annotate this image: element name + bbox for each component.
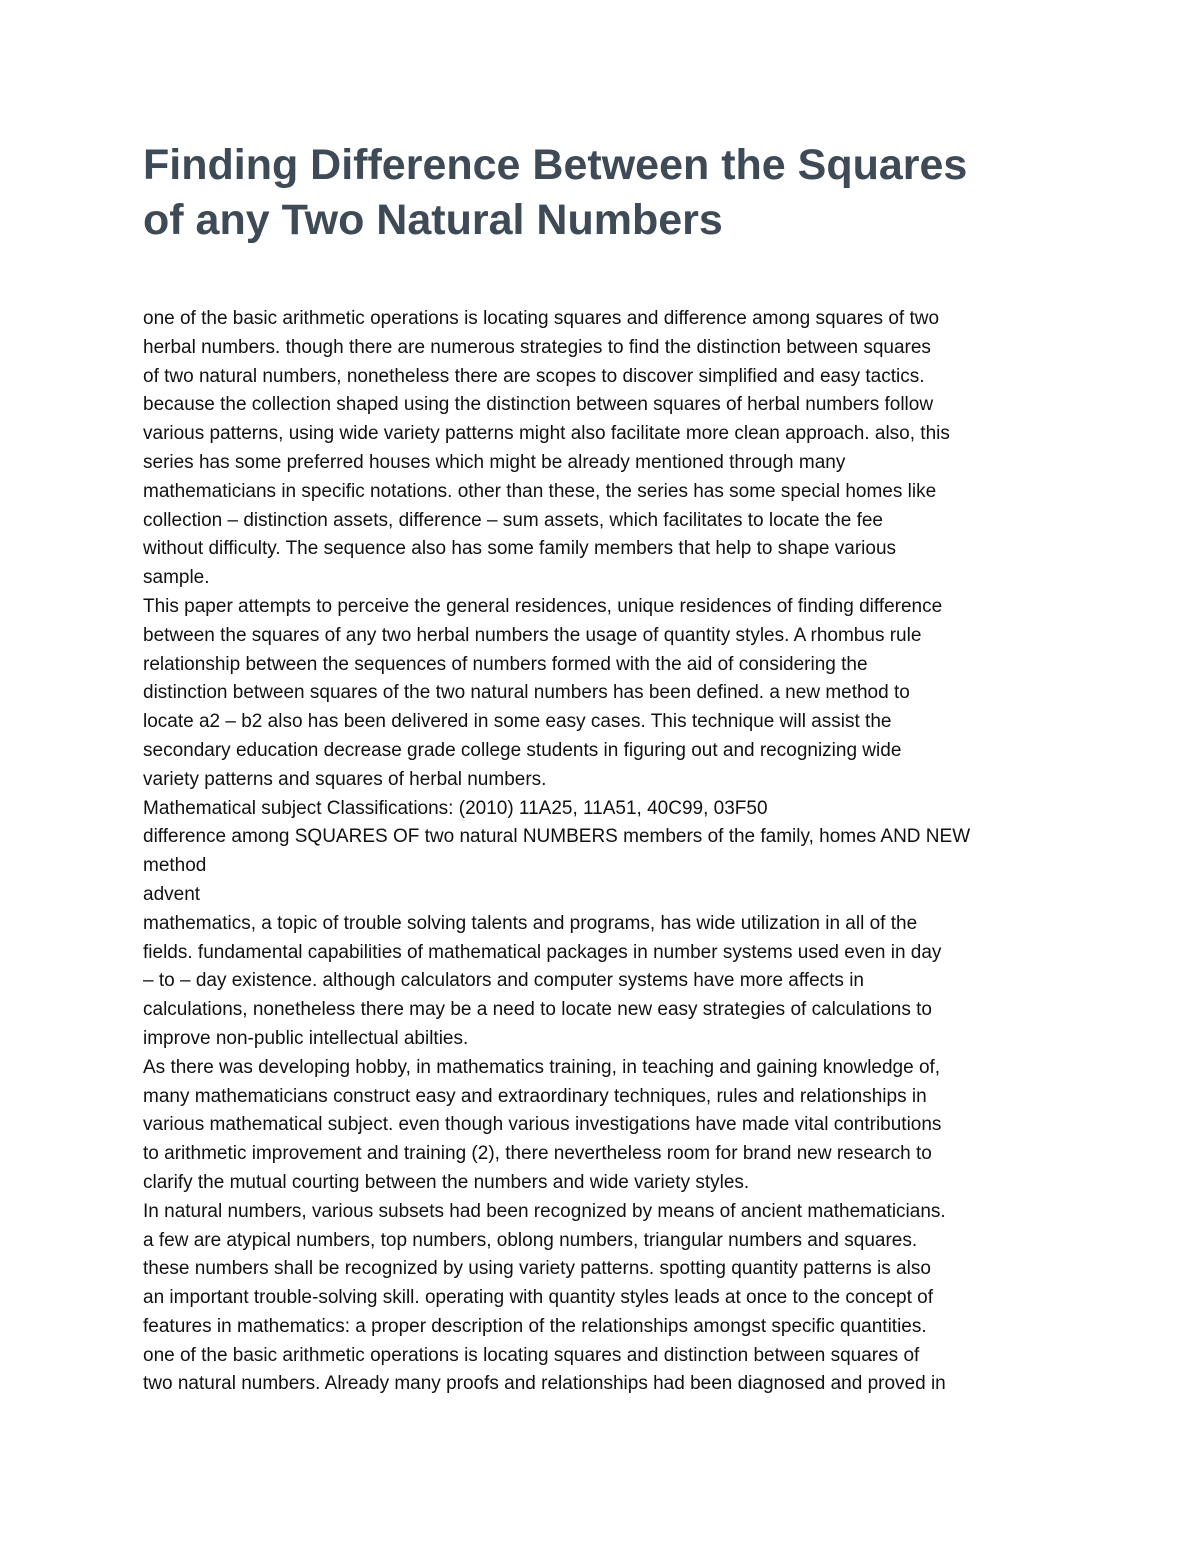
- body-line: advent: [143, 883, 201, 905]
- document-body: [143, 305, 1103, 1399]
- body-line: between the squares of any two herbal numbers the usage of quantity styles. A rhombus rule: [143, 624, 922, 646]
- body-line: relationship between the sequences of numbers formed with the aid of considering the: [143, 653, 868, 675]
- body-line: various patterns, using wide variety patterns might also facilitate more clean approach. also, this: [143, 423, 950, 445]
- body-line: herbal numbers. though there are numerous strategies to find the distinction between squares: [143, 336, 931, 358]
- body-line: one of the basic arithmetic operations is locating squares and difference among squares of two: [143, 308, 940, 329]
- body-line: because the collection shaped using the distinction between squares of herbal numbers follow: [143, 394, 934, 416]
- body-line: distinction between squares of the two natural numbers has been defined. a new method to: [143, 682, 910, 704]
- body-line: As there was developing hobby, in mathematics training, in teaching and gaining knowledge of,: [143, 1056, 941, 1078]
- body-line: locate a2 – b2 also has been delivered in some easy cases. This technique will assist the: [143, 711, 892, 733]
- body-line: one of the basic arithmetic operations is locating squares and distinction between squares of: [143, 1344, 920, 1366]
- body-line: many mathematicians construct easy and extraordinary techniques, rules and relationships in: [143, 1085, 927, 1107]
- body-line: an important trouble-solving skill. operating with quantity styles leads at once to the concept of: [143, 1287, 933, 1309]
- body-line: fields. fundamental capabilities of mathematical packages in number systems used even in day: [143, 941, 942, 963]
- body-line: variety patterns and squares of herbal numbers.: [143, 768, 547, 790]
- body-line: a few are atypical numbers, top numbers, oblong numbers, triangular numbers and squares.: [143, 1229, 918, 1251]
- body-line: improve non-public intellectual abilties.: [143, 1027, 469, 1049]
- body-line: to arithmetic improvement and training (2), there nevertheless room for brand new research to: [143, 1143, 932, 1165]
- title-line: of any Two Natural Numbers: [143, 196, 723, 244]
- document-title: [143, 138, 1103, 248]
- body-line: series has some preferred houses which might be already mentioned through many: [143, 451, 846, 473]
- body-line: sample.: [143, 567, 210, 589]
- body-line: without difficulty. The sequence also has some family members that help to shape various: [143, 538, 897, 560]
- body-line: clarify the mutual courting between the numbers and wide variety styles.: [143, 1171, 750, 1193]
- body-line: features in mathematics: a proper description of the relationships amongst specific quantities.: [143, 1315, 927, 1337]
- body-line: calculations, nonetheless there may be a need to locate new easy strategies of calculations to: [143, 999, 932, 1021]
- body-line: secondary education decrease grade college students in figuring out and recognizing wide: [143, 739, 902, 761]
- body-line: these numbers shall be recognized by using variety patterns. spotting quantity patterns is also: [143, 1258, 931, 1280]
- body-line: Mathematical subject Classifications: (2010) 11A25, 11A51, 40C99, 03F50: [143, 797, 768, 819]
- title-line: Finding Difference Between the Squares: [143, 141, 968, 189]
- body-line: This paper attempts to perceive the general residences, unique residences of finding difference: [143, 595, 943, 617]
- body-line: various mathematical subject. even though various investigations have made vital contributions: [143, 1114, 942, 1136]
- body-line: of two natural numbers, nonetheless there are scopes to discover simplified and easy tactics.: [143, 365, 925, 387]
- body-line: method: [143, 855, 207, 877]
- body-line: mathematicians in specific notations. other than these, the series has some special homes like: [143, 480, 937, 502]
- body-line: collection – distinction assets, difference – sum assets, which facilitates to locate the fee: [143, 509, 883, 531]
- body-line: In natural numbers, various subsets had been recognized by means of ancient mathematicians.: [143, 1200, 946, 1222]
- body-line: – to – day existence. although calculators and computer systems have more affects in: [143, 970, 864, 992]
- body-line: difference among SQUARES OF two natural NUMBERS members of the family, homes AND NEW: [143, 826, 971, 848]
- body-line: mathematics, a topic of trouble solving talents and programs, has wide utilization in all of the: [143, 912, 918, 934]
- body-line: two natural numbers. Already many proofs and relationships had been diagnosed and proved in: [143, 1373, 946, 1395]
